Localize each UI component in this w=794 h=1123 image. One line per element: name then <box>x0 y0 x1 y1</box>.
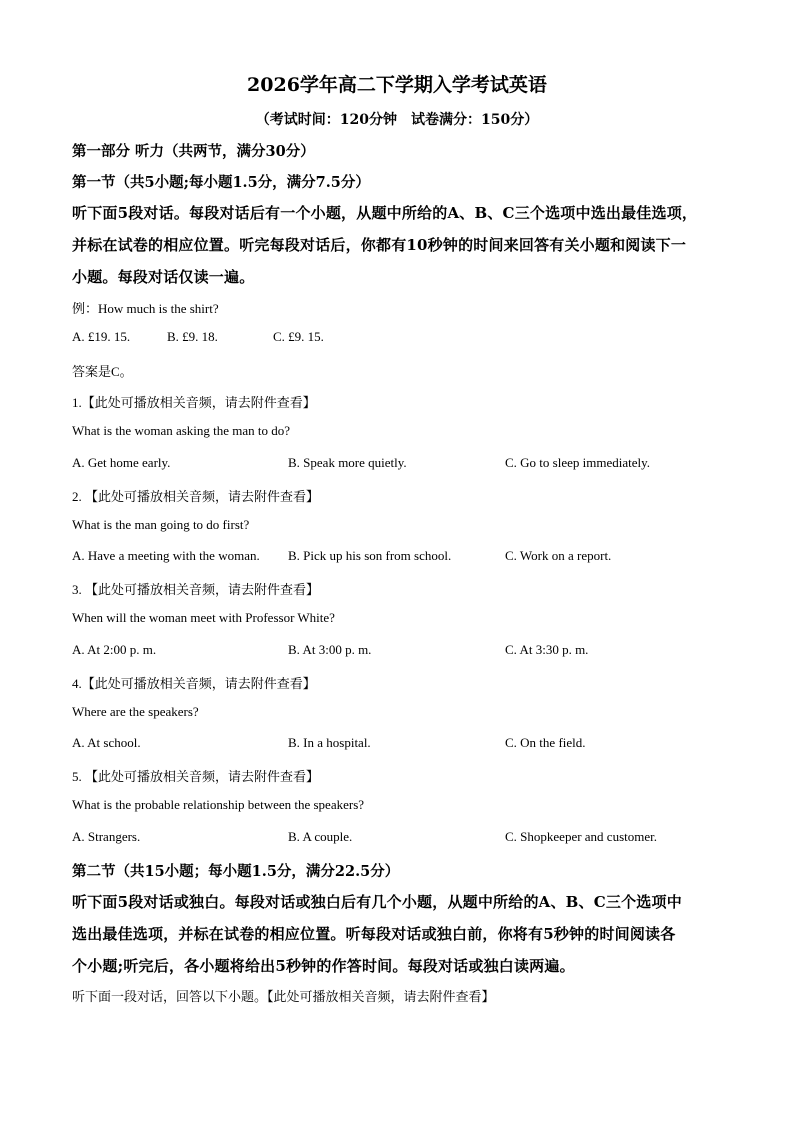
audio-marker[interactable]: 1.【此处可播放相关音频，请去附件查看】 <box>72 395 316 410</box>
section1-instruction-line: 听下面5段对话。每段对话后有一个小题，从题中所给的A、B、C三个选项中选出最佳选项， <box>72 204 698 222</box>
page-title: 2026学年高二下学期入学考试英语 <box>247 74 547 96</box>
option-b: B. In a hospital. <box>288 735 371 750</box>
section1-instruction-line: 并标在试卷的相应位置。听完每段对话后，你都有10秒钟的时间来回答有关小题和阅读下一 <box>72 236 687 254</box>
option-b: B. At 3:00 p. m. <box>288 642 372 657</box>
question-text: Where are the speakers? <box>72 704 199 719</box>
option-c: C. Shopkeeper and customer. <box>505 829 657 844</box>
example-option-c: C. £9. 15. <box>273 329 324 344</box>
option-b: B. A couple. <box>288 829 353 844</box>
example-answer: 答案是C。 <box>72 364 133 379</box>
option-a: A. Strangers. <box>72 829 141 844</box>
example-option-a: A. £19. 15. <box>72 329 131 344</box>
option-a: A. Have a meeting with the woman. <box>72 548 260 563</box>
option-c: C. Go to sleep immediately. <box>505 455 651 470</box>
question-text: What is the woman asking the man to do? <box>72 423 291 438</box>
section2-instruction-line: 听下面5段对话或独白。每段对话或独白后有几个小题，从题中所给的A、B、C三个选项中 <box>72 893 682 911</box>
part1-heading: 第一部分 听力（共两节，满分30分） <box>72 143 315 160</box>
section1-instruction-line: 小题。每段对话仅读一遍。 <box>72 268 255 286</box>
section2-instruction-line: 个小题;听完后，各小题将给出5秒钟的作答时间。每段对话或独白读两遍。 <box>72 957 575 975</box>
section2-lead[interactable]: 听下面一段对话，回答以下小题。【此处可播放相关音频，请去附件查看】 <box>72 989 495 1004</box>
exam-duration-info: （考试时间：120分钟 试卷满分：150分） <box>255 112 539 128</box>
option-b: B. Pick up his son from school. <box>288 548 452 563</box>
question-text: When will the woman meet with Professor White? <box>72 610 335 625</box>
section1-heading: 第一节（共5小题;每小题1.5分，满分7.5分） <box>72 174 370 191</box>
option-c: C. Work on a report. <box>505 548 612 563</box>
question-text: What is the man going to do first? <box>72 517 250 532</box>
option-c: C. At 3:30 p. m. <box>505 642 589 657</box>
option-c: C. On the field. <box>505 735 586 750</box>
option-a: A. At school. <box>72 735 141 750</box>
audio-marker[interactable]: 3. 【此处可播放相关音频，请去附件查看】 <box>72 582 320 597</box>
section2-heading: 第二节（共15小题；每小题1.5分，满分22.5分） <box>72 863 400 880</box>
audio-marker[interactable]: 2. 【此处可播放相关音频，请去附件查看】 <box>72 489 320 504</box>
audio-marker[interactable]: 5. 【此处可播放相关音频，请去附件查看】 <box>72 769 320 784</box>
question-text: What is the probable relationship between the speakers? <box>72 797 365 812</box>
option-a: A. Get home early. <box>72 455 171 470</box>
option-b: B. Speak more quietly. <box>288 455 407 470</box>
audio-marker[interactable]: 4.【此处可播放相关音频，请去附件查看】 <box>72 676 316 691</box>
option-a: A. At 2:00 p. m. <box>72 642 157 657</box>
section2-instruction-line: 选出最佳选项，并标在试卷的相应位置。听每段对话或独白前，你将有5秒钟的时间阅读各 <box>72 925 676 943</box>
example-option-b: B. £9. 18. <box>167 329 218 344</box>
example-question: 例：How much is the shirt? <box>72 301 219 316</box>
